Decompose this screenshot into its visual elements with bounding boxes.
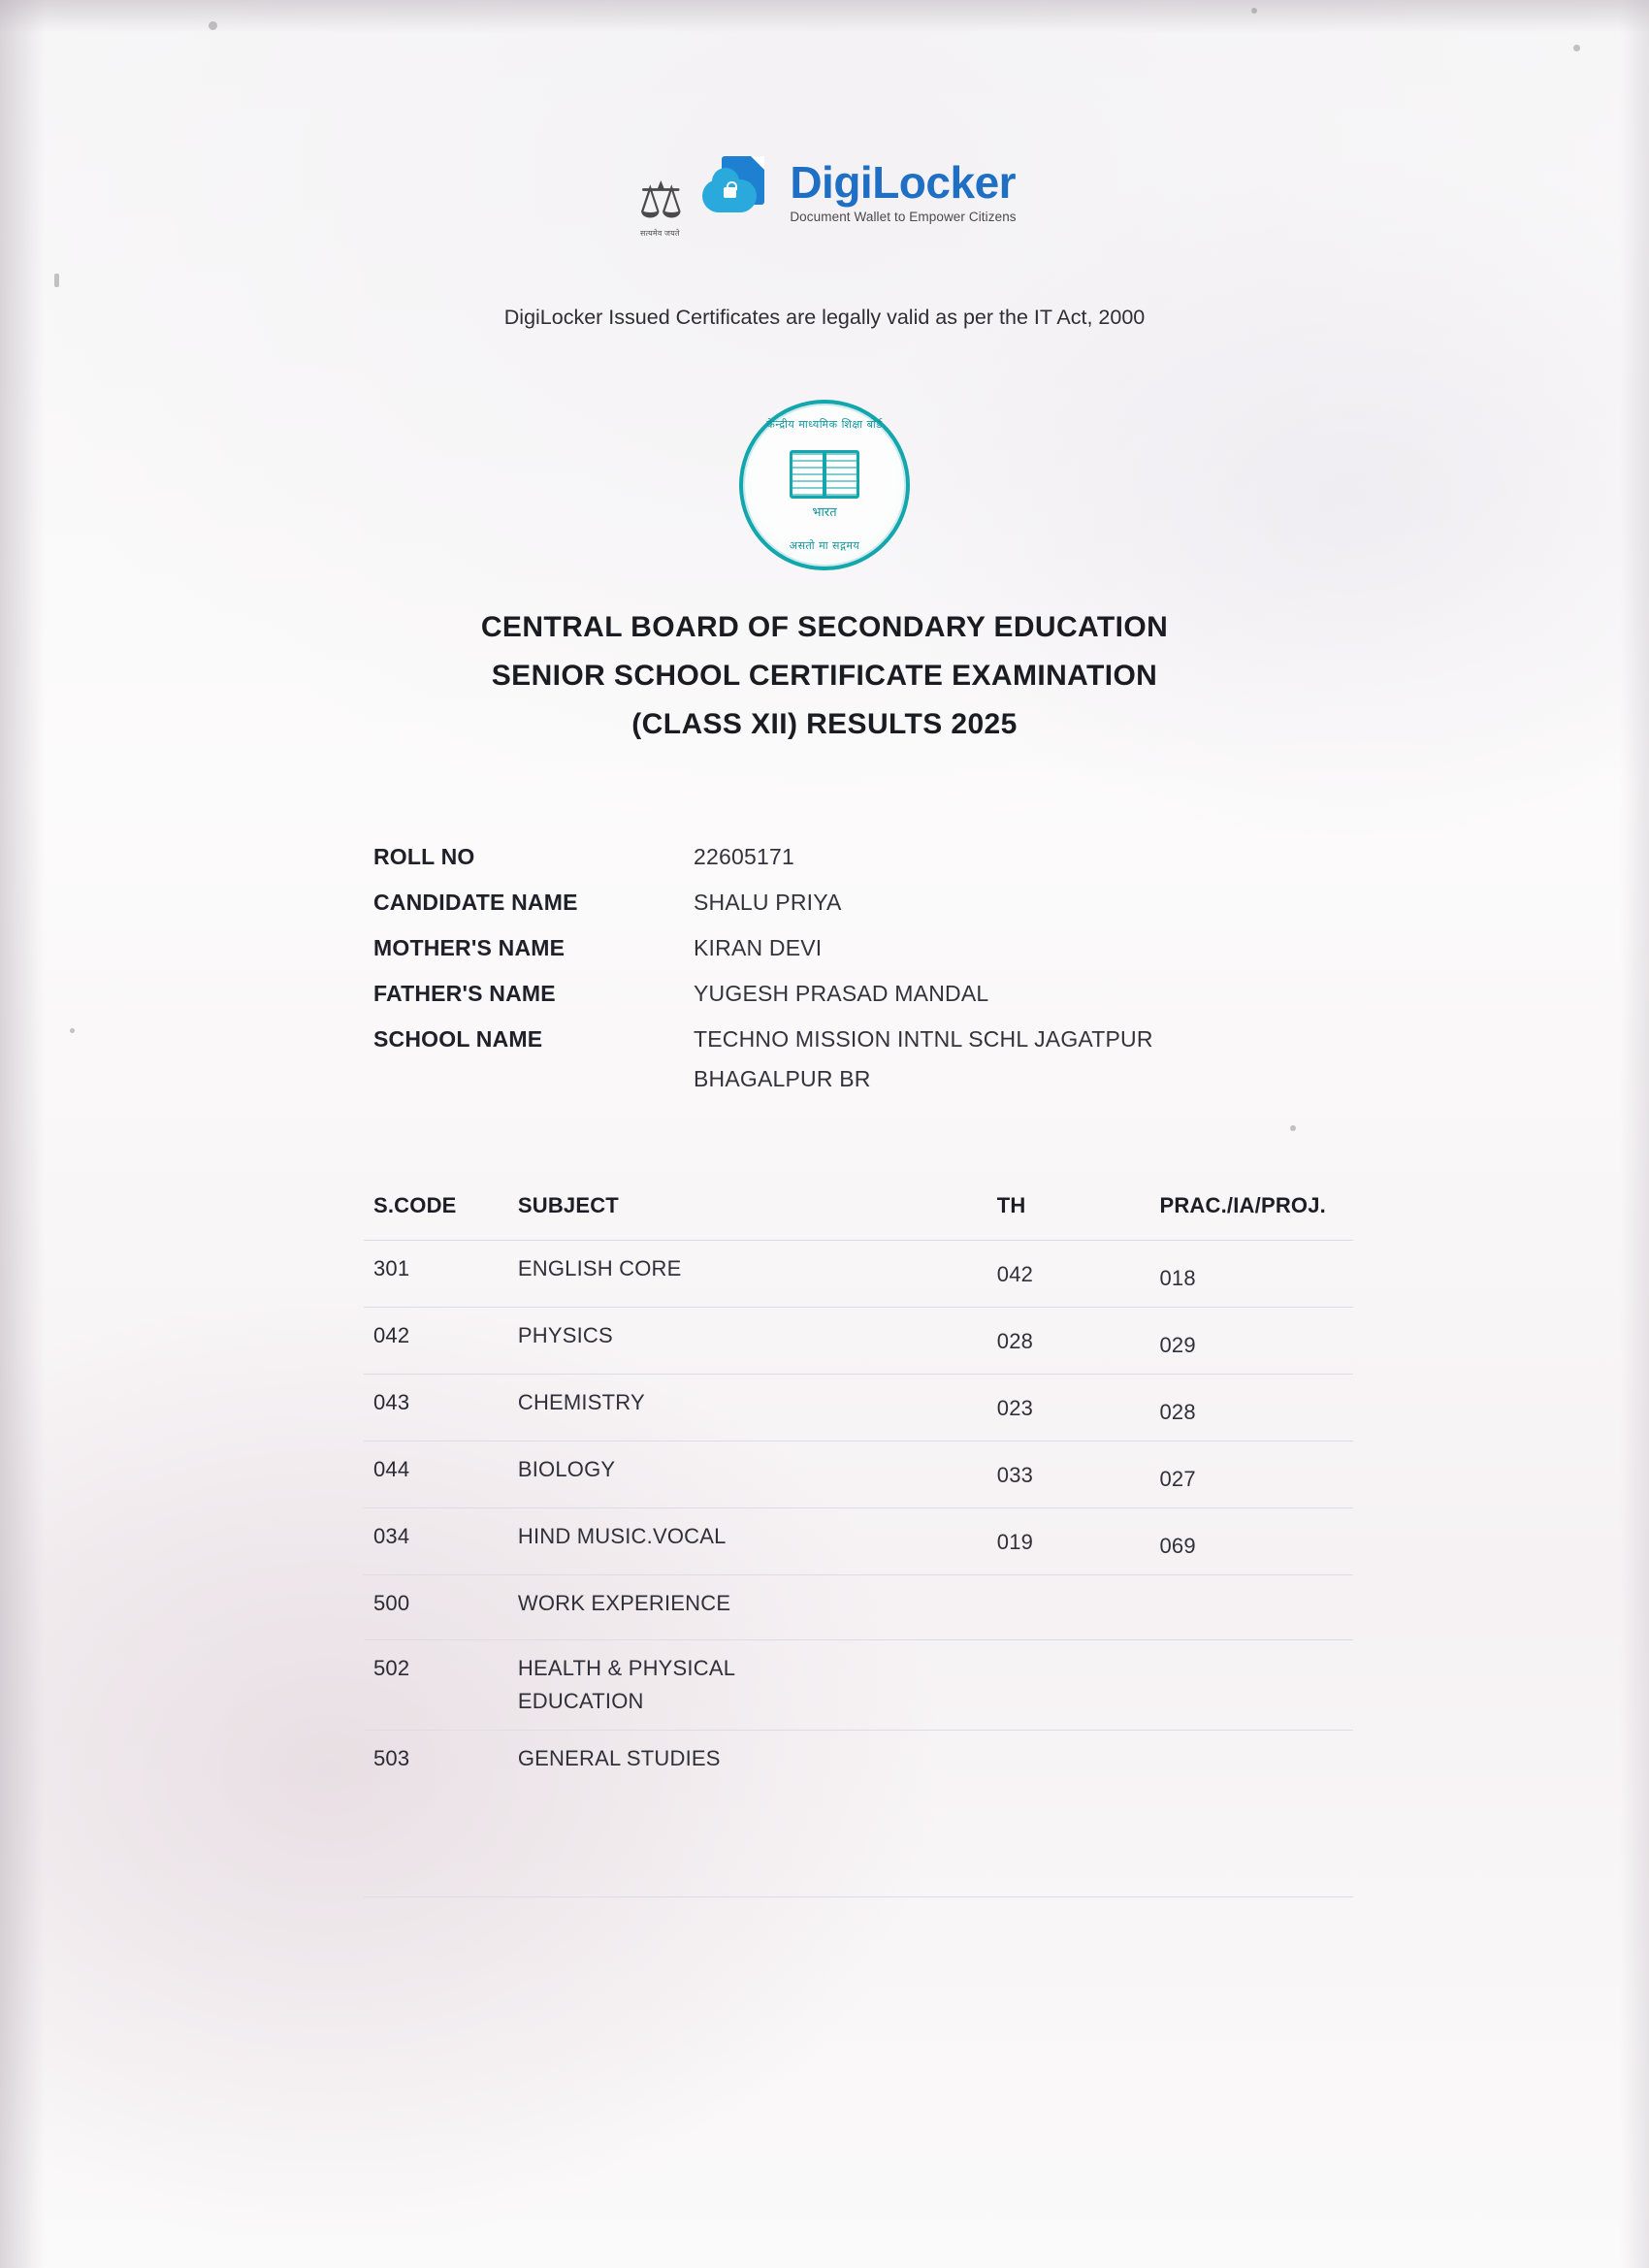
table-row bbox=[364, 1375, 1353, 1442]
cell-scode: 034 bbox=[364, 1508, 518, 1575]
cell-prac: 069 bbox=[1159, 1508, 1353, 1575]
table-row bbox=[364, 1640, 1353, 1731]
cell-scode: 503 bbox=[364, 1731, 518, 1796]
emblem-glyph: ⚖ bbox=[638, 173, 682, 229]
scan-speck bbox=[209, 21, 217, 30]
detail-row-candidate-name bbox=[373, 890, 1363, 916]
legal-validity-note: DigiLocker Issued Certificates are legally valid as per the IT Act, 2000 bbox=[503, 306, 1146, 329]
subject-line-2: EDUCATION bbox=[517, 1689, 644, 1713]
subject-line-1: ENGLISH CORE bbox=[517, 1256, 682, 1280]
table-row bbox=[364, 1442, 1353, 1508]
cell-scode: 044 bbox=[364, 1442, 518, 1508]
page-edge-shadow-right bbox=[1620, 0, 1649, 2268]
page-edge-shadow-left bbox=[0, 0, 45, 2268]
roll-no-label: ROLL NO bbox=[373, 844, 475, 869]
page-edge-shadow-top bbox=[0, 0, 1649, 33]
table-row bbox=[364, 1508, 1353, 1575]
subject-line-1: GENERAL STUDIES bbox=[517, 1746, 721, 1770]
title-line-class-year: (CLASS XII) RESULTS 2025 bbox=[631, 708, 1018, 740]
cell-prac: 018 bbox=[1159, 1241, 1353, 1308]
column-header-subject: SUBJECT bbox=[517, 1193, 619, 1217]
mother-name-value: KIRAN DEVI bbox=[694, 935, 823, 960]
cell-th: 028 bbox=[997, 1308, 1160, 1375]
cloud-lock-icon bbox=[702, 179, 757, 212]
detail-row-father-name bbox=[373, 981, 1363, 1007]
cell-prac bbox=[1159, 1640, 1353, 1731]
crest-ring-text-bottom: असतो मा सद्गमय bbox=[789, 539, 860, 552]
detail-row-mother-name bbox=[373, 935, 1363, 961]
cell-th: 042 bbox=[997, 1241, 1160, 1308]
crest-ring-text-top: केन्द्रीय माध्यमिक शिक्षा बोर्ड bbox=[766, 418, 883, 431]
cell-th bbox=[997, 1575, 1160, 1640]
school-name-value: TECHNO MISSION INTNL SCHL JAGATPUR bbox=[694, 1026, 1153, 1052]
india-emblem-icon bbox=[632, 146, 687, 239]
cell-subject bbox=[518, 1575, 997, 1640]
subject-line-1: PHYSICS bbox=[517, 1323, 613, 1347]
cell-scode: 042 bbox=[364, 1308, 518, 1375]
table-row bbox=[364, 1575, 1353, 1640]
digilocker-header bbox=[0, 146, 1649, 239]
detail-row-school-name bbox=[373, 1026, 1363, 1053]
table-row bbox=[364, 1308, 1353, 1375]
school-name-value-line2: BHAGALPUR BR bbox=[694, 1066, 871, 1091]
subject-line-1: WORK EXPERIENCE bbox=[517, 1591, 731, 1615]
cell-prac bbox=[1159, 1575, 1353, 1640]
cell-th bbox=[997, 1640, 1160, 1731]
table-bottom-divider bbox=[364, 1896, 1353, 1897]
cell-scode: 301 bbox=[364, 1241, 518, 1308]
cell-th: 019 bbox=[997, 1508, 1160, 1575]
roll-no-value: 22605171 bbox=[694, 844, 794, 869]
school-name-label: SCHOOL NAME bbox=[373, 1026, 543, 1052]
subject-line-1: BIOLOGY bbox=[517, 1457, 616, 1481]
cell-th: 023 bbox=[997, 1375, 1160, 1442]
scan-speck bbox=[70, 1028, 75, 1033]
open-book-icon bbox=[790, 450, 859, 499]
marks-table-body bbox=[364, 1241, 1353, 1796]
cell-subject bbox=[518, 1640, 997, 1731]
cell-scode: 043 bbox=[364, 1375, 518, 1442]
scan-speck bbox=[54, 274, 59, 287]
subject-line-1: CHEMISTRY bbox=[517, 1390, 645, 1414]
cell-subject bbox=[518, 1308, 997, 1375]
mother-name-label: MOTHER'S NAME bbox=[373, 935, 566, 960]
cell-th bbox=[997, 1731, 1160, 1796]
cell-scode: 500 bbox=[364, 1575, 518, 1640]
candidate-name-label: CANDIDATE NAME bbox=[373, 890, 578, 915]
subject-line-1: HEALTH & PHYSICAL bbox=[517, 1656, 736, 1680]
table-row bbox=[364, 1731, 1353, 1796]
scan-speck bbox=[1290, 1125, 1296, 1131]
marks-table bbox=[364, 1193, 1353, 1795]
cell-prac: 029 bbox=[1159, 1308, 1353, 1375]
cell-subject bbox=[518, 1375, 997, 1442]
cell-prac: 028 bbox=[1159, 1375, 1353, 1442]
cell-subject bbox=[518, 1731, 997, 1796]
table-header-row bbox=[364, 1193, 1353, 1241]
father-name-label: FATHER'S NAME bbox=[373, 981, 556, 1006]
column-header-scode: S.CODE bbox=[373, 1193, 457, 1217]
page-title bbox=[0, 611, 1649, 757]
cell-prac: 027 bbox=[1159, 1442, 1353, 1508]
cell-subject bbox=[518, 1508, 997, 1575]
cell-scode: 502 bbox=[364, 1640, 518, 1731]
subject-line-1: HIND MUSIC.VOCAL bbox=[517, 1524, 727, 1548]
detail-row-roll-no bbox=[373, 844, 1363, 870]
crest-center-text: भारत bbox=[812, 505, 837, 520]
table-row bbox=[364, 1241, 1353, 1308]
digilocker-logo-icon bbox=[700, 154, 776, 230]
title-line-board: CENTRAL BOARD OF SECONDARY EDUCATION bbox=[480, 611, 1169, 643]
cell-subject bbox=[518, 1442, 997, 1508]
emblem-caption: सत्यमेव जयते bbox=[639, 229, 680, 238]
cbse-logo-icon bbox=[739, 400, 910, 570]
cell-th: 033 bbox=[997, 1442, 1160, 1508]
title-line-exam: SENIOR SCHOOL CERTIFICATE EXAMINATION bbox=[491, 660, 1158, 692]
cell-prac bbox=[1159, 1731, 1353, 1796]
lock-icon bbox=[724, 187, 736, 198]
candidate-details bbox=[373, 844, 1363, 1100]
column-header-th: TH bbox=[996, 1193, 1026, 1217]
scan-speck bbox=[1251, 8, 1257, 14]
brand-name: DigiLocker bbox=[790, 157, 1017, 209]
column-header-prac: PRAC./IA/PROJ. bbox=[1159, 1193, 1326, 1217]
brand-tagline: Document Wallet to Empower Citizens bbox=[790, 210, 1017, 225]
cell-subject bbox=[518, 1241, 997, 1308]
digilocker-wordmark bbox=[790, 157, 1017, 225]
candidate-name-value: SHALU PRIYA bbox=[694, 890, 842, 915]
scan-speck bbox=[1573, 45, 1580, 51]
father-name-value: YUGESH PRASAD MANDAL bbox=[694, 981, 989, 1006]
